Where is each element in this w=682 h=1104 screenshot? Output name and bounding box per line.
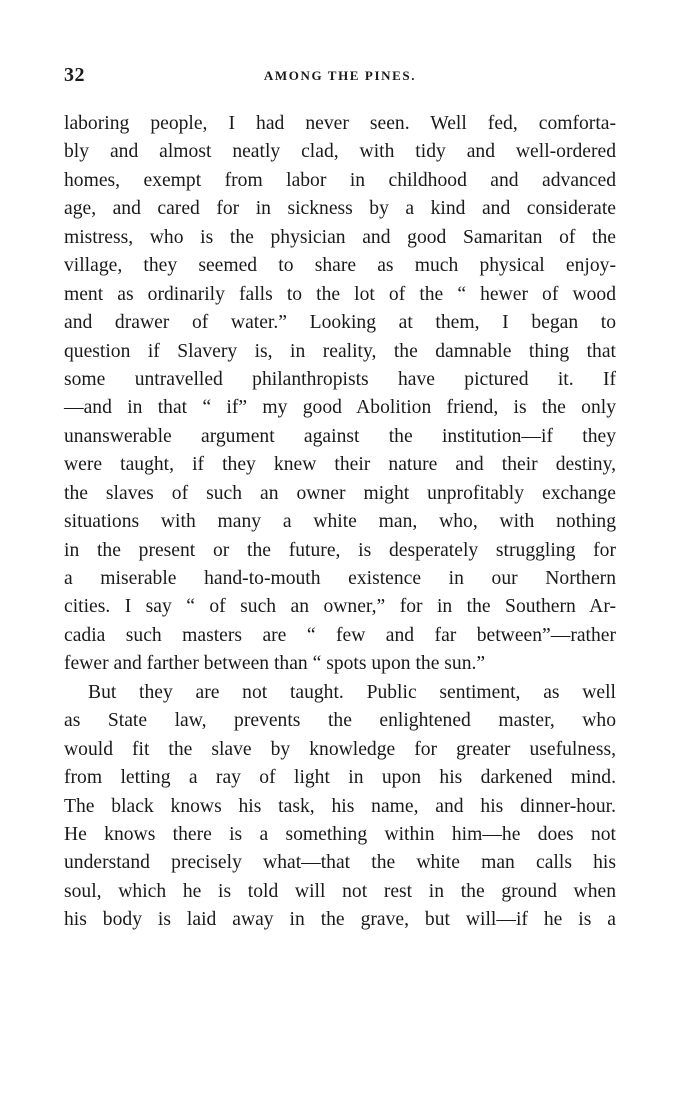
body-text <box>64 110 616 935</box>
text-line: ment as ordinarily falls to the lot of the “ hewer of wood <box>64 283 616 305</box>
text-line: his body is laid away in the grave, but will—if he is a <box>64 909 616 931</box>
text-line: fewer and farther between than “ spots upon the sun.” <box>64 653 486 675</box>
page-number: 32 <box>64 64 85 86</box>
text-line: village, they seemed to share as much physical enjoy- <box>64 255 616 277</box>
text-line: The black knows his task, his name, and his dinner-hour. <box>64 795 616 817</box>
paragraph-2 <box>64 679 616 935</box>
text-line: in the present or the future, is desperately struggling for <box>64 539 616 561</box>
text-line: from letting a ray of light in upon his darkened mind. <box>64 767 616 789</box>
paragraph-1 <box>64 110 616 679</box>
text-line: mistress, who is the physician and good Samaritan of the <box>64 226 616 248</box>
running-head <box>64 64 616 92</box>
text-line: would fit the slave by knowledge for greater usefulness, <box>64 738 616 760</box>
text-line: the slaves of such an owner might unprofitably exchange <box>64 482 616 504</box>
text-line: But they are not taught. Public sentiment, as well <box>88 681 616 703</box>
text-line: laboring people, I had never seen. Well fed, comforta- <box>64 113 616 134</box>
text-line: some untravelled philanthropists have pictured it. If <box>64 368 616 390</box>
text-line: were taught, if they knew their nature and their destiny, <box>64 454 616 476</box>
text-line: understand precisely what—that the white man calls his <box>64 852 616 874</box>
text-line: as State law, prevents the enlightened master, who <box>64 710 616 732</box>
text-line: He knows there is a something within him—he does not <box>64 823 616 845</box>
text-line: homes, exempt from labor in childhood and advanced <box>64 169 616 191</box>
text-line: age, and cared for in sickness by a kind and considerate <box>64 198 616 220</box>
text-line: soul, which he is told will not rest in the ground when <box>64 880 616 902</box>
running-title: AMONG THE PINES. <box>263 68 417 83</box>
text-line: bly and almost neatly clad, with tidy and well-ordered <box>64 141 616 163</box>
text-line: —and in that “ if” my good Abolition friend, is the only <box>64 397 616 419</box>
text-line: unanswerable argument against the institution—if they <box>64 425 616 447</box>
text-line: question if Slavery is, in reality, the damnable thing that <box>64 340 616 362</box>
text-line: and drawer of water.” Looking at them, I began to <box>64 312 616 334</box>
text-line: cities. I say “ of such an owner,” for in the Southern Ar- <box>64 596 616 618</box>
text-line: situations with many a white man, who, with nothing <box>64 511 616 533</box>
text-line: a miserable hand-to-mouth existence in our Northern <box>64 568 616 589</box>
text-line: cadia such masters are “ few and far between”—rather <box>64 624 616 646</box>
